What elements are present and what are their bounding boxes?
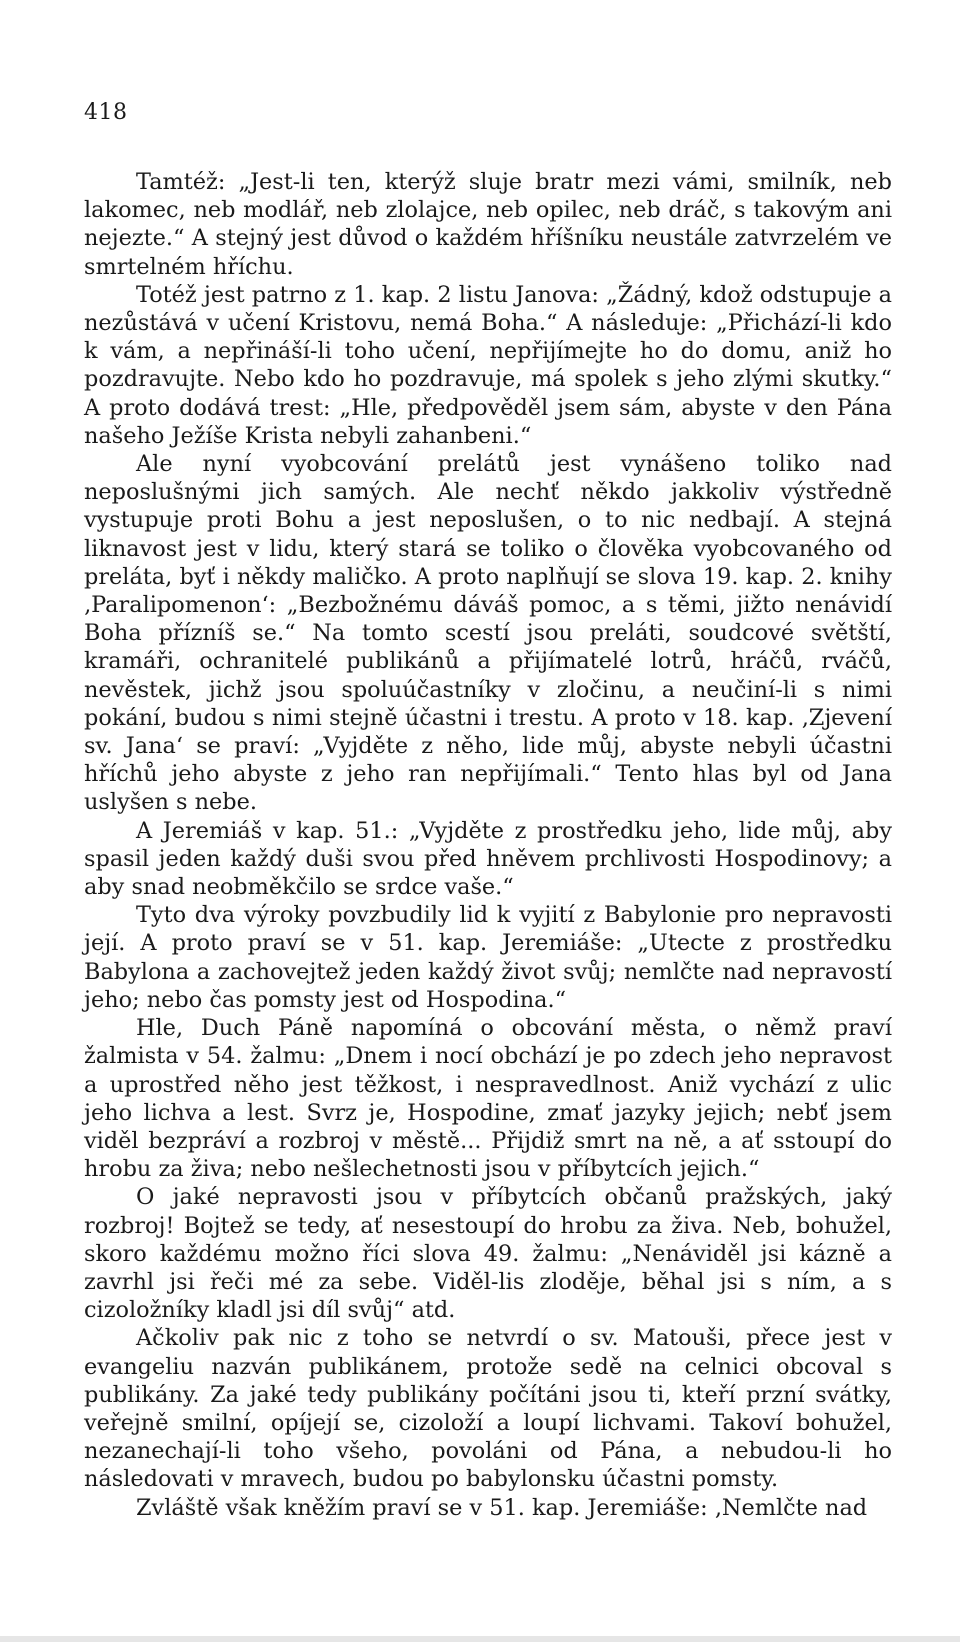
paragraph: O jaké nepravosti jsou v příbytcích občanů pražských, jaký rozbroj! Bojtež se tedy, ať nesestoupí do hrobu za živa. Neb, bohužel, skoro každému možno říci slova 49. žalmu: „Nenáviděl jsi kázně a zavrhl jsi řeči mé za sebe. Viděl-lis zloděje, běhal jsi s ním, a s cizoložníky kladl jsi díl svůj“ atd. [84,1184,892,1324]
paragraph: Hle, Duch Páně napomíná o obcování města, o němž praví žalmista v 54. žalmu: „Dnem i nocí obchází je po zdech jeho nepravost a uprostřed něho jest těžkost, i nespravedlnost. Aniž vychází z ulic jeho lichva a lest. Svrz je, Hospodine, zmať jazyky jejich; nebť jsem viděl bezpráví a rozbroj v městě... Přijdiž smrt na ně, a ať sstoupí do hrobu za živa; nebo nešlechetnosti jsou v příbytcích jejich.“ [84,1015,892,1183]
paragraph: Ale nyní vyobcování prelátů jest vynášeno toliko nad neposlušnými jich samých. Ale nechť někdo jakkoliv výstředně vystupuje proti Bohu a jest neposlušen, o to nic nedbají. A stejná liknavost jest v lidu, který stará se toliko o člověka vyobcovaného od preláta, byť i někdy maličko. A proto naplňují se slova 19. kap. 2. knihy ‚Paralipomenon‘: „Bezbožnému dáváš pomoc, a s těmi, jižto nenávidí Boha přízníš se.“ Na tomto scestí jsou preláti, soudcové světští, kramáři, ochranitelé publikánů a přijímatelé lotrů, hráčů, rváčů, nevěstek, jichž jsou spoluúčastníky v zločinu, a neučiní-li s nimi pokání, budou s nimi stejně účastni i trestu. A proto v 18. kap. ‚Zjevení sv. Jana‘ se praví: „Vyjděte z něho, lide můj, abyste nebyli účastni hříchů jeho abyste z jeho ran nepřijímali.“ Tento hlas byl od Jana uslyšen s nebe. [84,451,892,816]
paragraph: Zvláště však kněžím praví se v 51. kap. Jeremiáše: ‚Nemlčte nad [136,1494,868,1521]
paragraph: Totéž jest patrno z 1. kap. 2 listu Janova: „Žádný, kdož odstupuje a nezůstává v učení Kristovu, nemá Boha.“ A následuje: „Přichází-li kdo k vám, a nepřináší-li toho učení, nepřijímejte ho do domu, aniž ho pozdravujte. Nebo kdo ho pozdravuje, má spolek s jeho zlými skutky.“ A proto dodává trest: „Hle, předpověděl jsem sám, abyste v den Pána našeho Ježíše Krista nebyli zahanbeni.“ [84,281,892,449]
paragraph: A Jeremiáš v kap. 51.: „Vyjděte z prostředku jeho, lide můj, aby spasil jeden každý duši svou před hněvem prchlivosti Hospodinovy; a aby snad neobměkčilo se srdce vaše.“ [84,817,892,901]
paragraph: Tyto dva výroky povzbudily lid k vyjití z Babylonie pro nepravosti její. A proto praví se v 51. kap. Jeremiáše: „Utecte z prostředku Babylona a zachovejtež jeden každý život svůj; nemlčte nad nepravostí jeho; nebo čas pomsty jest od Hospodina.“ [84,902,892,1013]
page-bottom-edge [0,1636,960,1642]
paragraph: Ačkoliv pak nic z toho se netvrdí o sv. Matouši, přece jest v evangeliu nazván publikánem, protože sedě na celnici obcoval s publikány. Za jaké tedy publikány počítáni jsou ti, kteří przní svátky, veřejně smilní, opíjejí se, cizoloží a loupí lichvami. Takoví bohužel, nezanechají-li toho všeho, povoláni od Pána, a nebudou-li ho následovati v mravech, budou po babylonsku účastni pomsty. [84,1325,892,1493]
page-number: 418 [84,100,128,125]
paragraph: Tamtéž: „Jest-li ten, kterýž sluje bratr mezi vámi, smilník, neb lakomec, neb modlář, neb zlolajce, neb opilec, neb dráč, s takovým ani nejezte.“ A stejný jest důvod o každém hříšníku neustále zatvrzelém ve smrtelném hříchu. [84,169,892,280]
body-text [84,168,892,1522]
